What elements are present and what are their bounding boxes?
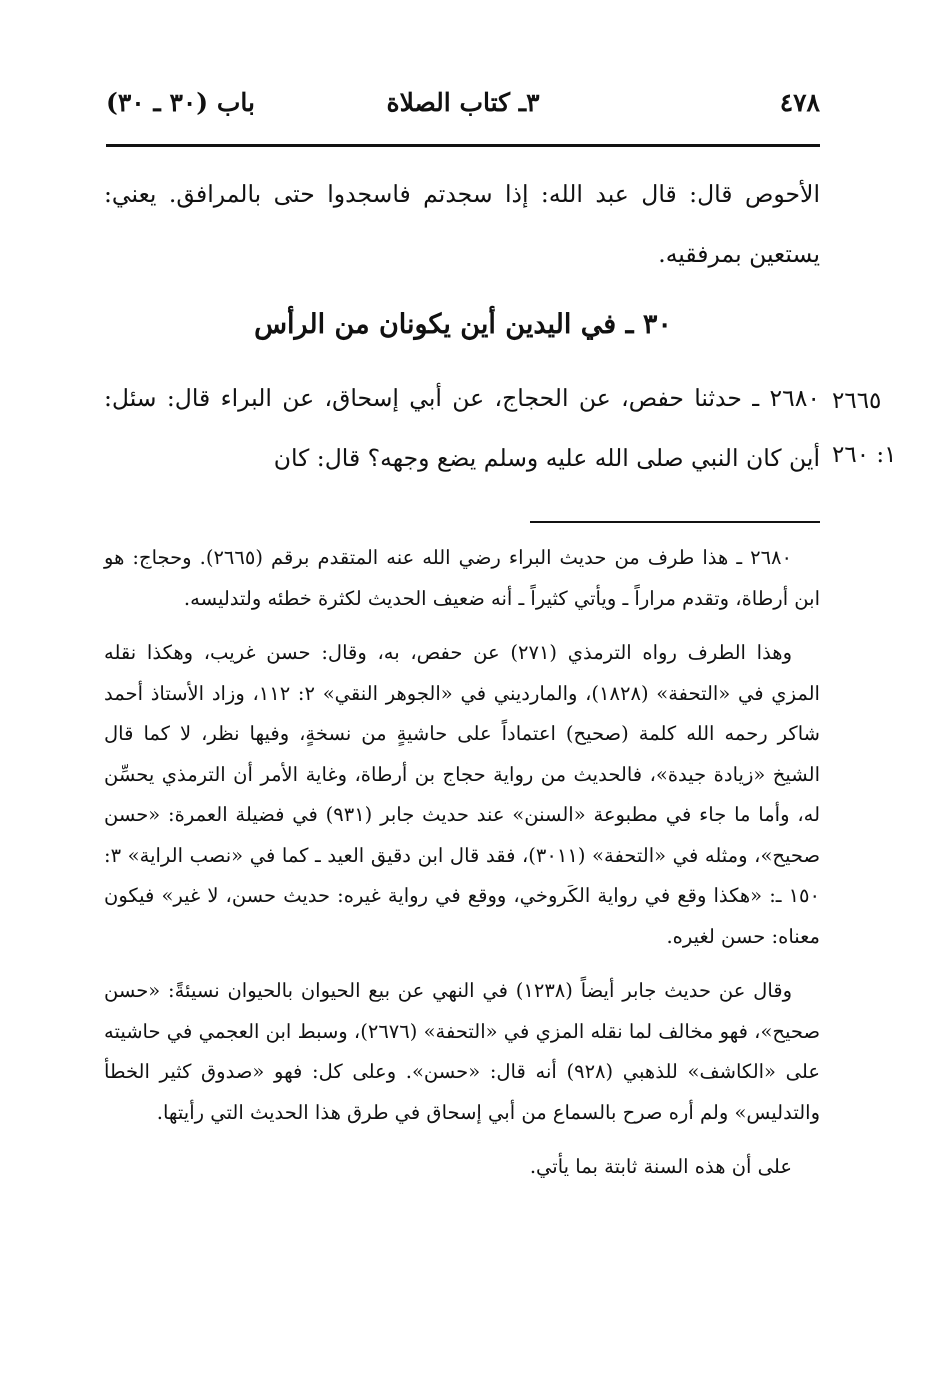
book-title: ٣ـ كتاب الصلاة	[386, 88, 540, 117]
margin-reference: ٢٦٦٥	[832, 388, 882, 414]
footnotes	[104, 538, 820, 1202]
page-header	[106, 88, 820, 128]
intro-paragraph: الأحوص قال: قال عبد الله: إذا سجدتم فاسجدوا حتى بالمرافق. يعني: يستعين بمرفقيه.	[104, 180, 820, 268]
page-number: ٤٧٨	[779, 88, 820, 117]
footnote-divider	[530, 521, 820, 523]
intro-block	[104, 164, 820, 284]
hadith-text: ٢٦٨٠ ـ حدثنا حفص، عن الحجاج، عن أبي إسحاق، عن البراء قال: سئل: أين كان النبي صلى الله عليه وسلم يضع وجهه؟ قال: كان	[104, 384, 820, 472]
footnote-paragraph: ٢٦٨٠ ـ هذا طرف من حديث البراء رضي الله عنه المتقدم برقم (٢٦٦٥). وحجاج: هو ابن أرطاة، وتقدم مراراً ـ ويأتي كثيراً ـ أنه ضعيف الحديث لكثرة خطئه ولتدليسه.	[104, 546, 820, 610]
chapter-label: باب (٣٠ ـ ٣٠)	[106, 88, 255, 117]
margin-reference: ١: ٢٦٠	[832, 442, 897, 468]
hadith-block	[104, 368, 820, 488]
section-title: ٣٠ ـ في اليدين أين يكونان من الرأس	[254, 309, 672, 340]
header-divider	[106, 144, 820, 147]
footnote-paragraph: وقال عن حديث جابر أيضاً (١٢٣٨) في النهي عن بيع الحيوان بالحيوان نسيئةً: «حسن صحيح»، فهو مخالف لما نقله المزي في «التحفة» (٢٦٧٦)، وسبط ابن العجمي في حاشيته على «الكاشف» للذهبي (٩٢٨) أنه قال: «حسن». وعلى كل: فهو «صدوق كثير الخطأ والتدليس» ولم أره صرح بالسماع من أبي إسحاق في طرق هذا الحديث التي رأيتها.	[104, 979, 821, 1124]
footnote-paragraph: وهذا الطرف رواه الترمذي (٢٧١) عن حفص، به، وقال: حسن غريب، وهكذا نقله المزي في «التحفة» (١٨٢٨)، والماردیني في «الجوهر النقي» ٢: ١١٢، وزاد الأستاذ أحمد شاكر رحمه الله كلمة (صحيح) اعتماداً على حاشيةٍ من نسخةٍ، وفيها نظر، لا كما قال الشيخ «زيادة جيدة»، فالحديث من رواية حجاج بن أرطاة، وغاية الأمر أن الترمذي يحسِّن له، وأما ما جاء في مطبوعة «السنن» عند حديث جابر (٩٣١) في فضيلة العمرة: «حسن صحيح»، ومثله في «التحفة» (٣٠١١)، فقد قال ابن دقيق العيد ـ كما في «نصب الراية» ٣: ١٥٠ ـ: «هكذا وقع في رواية الكَروخي، ووقع في رواية غيره: حديث حسن، لا غير» فيكون معناه: حسن لغيره.	[104, 641, 821, 948]
footnote-paragraph: على أن هذه السنة ثابتة بما يأتي.	[529, 1155, 792, 1178]
